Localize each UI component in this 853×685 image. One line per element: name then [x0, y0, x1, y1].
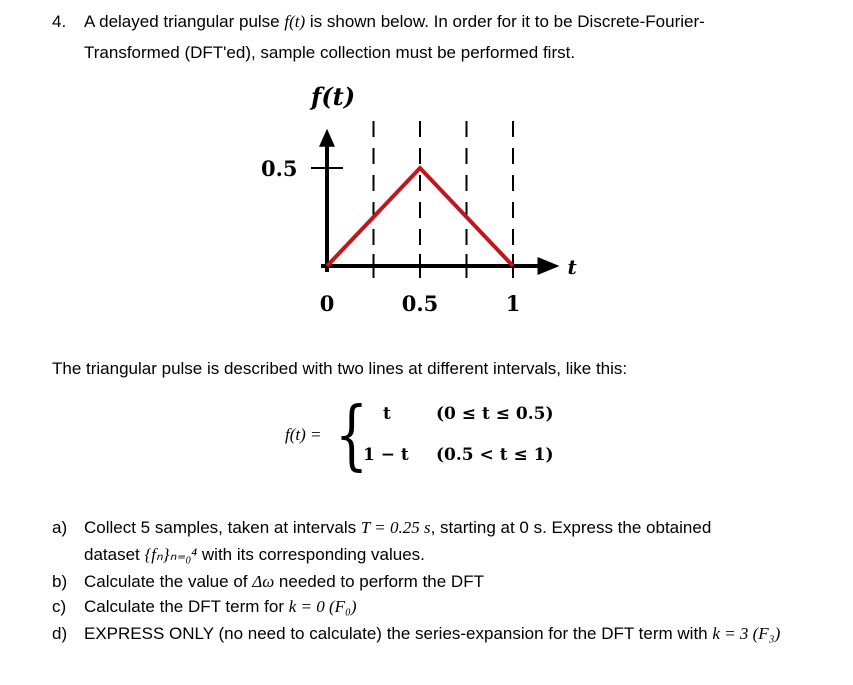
question-text: needed to perform the DFT — [274, 572, 484, 591]
question-label: b) — [52, 572, 68, 591]
question-text: Collect 5 samples, taken at intervals — [84, 518, 361, 537]
function-symbol: f(t) — [284, 12, 306, 31]
y-axis-arrow — [319, 129, 335, 147]
axes — [311, 129, 560, 278]
case-1-condition: (0 ≤ t ≤ 0.5) — [436, 404, 554, 424]
y-axis-label: f(t) — [311, 81, 356, 111]
x-axis-label: t — [567, 255, 577, 279]
question-d — [84, 622, 780, 646]
problem-number: 4. — [52, 12, 67, 31]
question-text: Calculate the DFT term for — [84, 597, 289, 616]
question-label: c) — [52, 597, 67, 616]
question-c — [84, 595, 357, 619]
x-tick-label: 0 — [319, 291, 335, 316]
x-axis-arrow — [538, 257, 560, 275]
axis-labels — [261, 82, 578, 316]
question-text: , starting at 0 s. Express the obtained — [430, 518, 712, 537]
x-tick-label: 0.5 — [401, 291, 439, 316]
x-tick-label: 1 — [505, 291, 521, 316]
problem-text: A delayed triangular pulse — [84, 12, 285, 31]
case-2-condition: (0.5 < t ≤ 1) — [436, 445, 554, 465]
question-a-line-1 — [84, 516, 711, 540]
question-math: T = 0.25 s — [360, 518, 431, 537]
triangular-pulse-figure — [0, 0, 853, 330]
left-brace: { — [335, 392, 369, 480]
question-text: dataset — [84, 545, 145, 564]
question-math: k = 3 (F₃) — [712, 624, 781, 643]
description-text: The triangular pulse is described with two lines at different intervals, like this: — [52, 359, 628, 378]
question-text: EXPRESS ONLY (no need to calculate) the series-expansion for the DFT term with — [84, 624, 713, 643]
problem-line-2: Transformed (DFT'ed), sample collection must be performed first. — [84, 43, 576, 62]
question-text: with its corresponding values. — [197, 545, 425, 564]
question-label: d) — [52, 624, 68, 643]
question-b — [84, 570, 484, 594]
y-tick-label: 0.5 — [261, 156, 298, 181]
question-label: a) — [52, 518, 68, 537]
question-math: k = 0 (F₀) — [288, 597, 357, 616]
question-a-line-2 — [84, 543, 425, 567]
question-text: Calculate the value of — [84, 572, 253, 591]
question-math: {fₙ}ₙ₌₀⁴ — [144, 545, 198, 564]
problem-text: is shown below. In order for it to be Discrete-Fourier- — [305, 12, 705, 31]
question-math: Δω — [252, 572, 275, 591]
case-2-expression: 1 − t — [363, 445, 409, 465]
case-1-expression: t — [383, 404, 391, 424]
equation-lhs: f(t) = — [285, 425, 322, 444]
